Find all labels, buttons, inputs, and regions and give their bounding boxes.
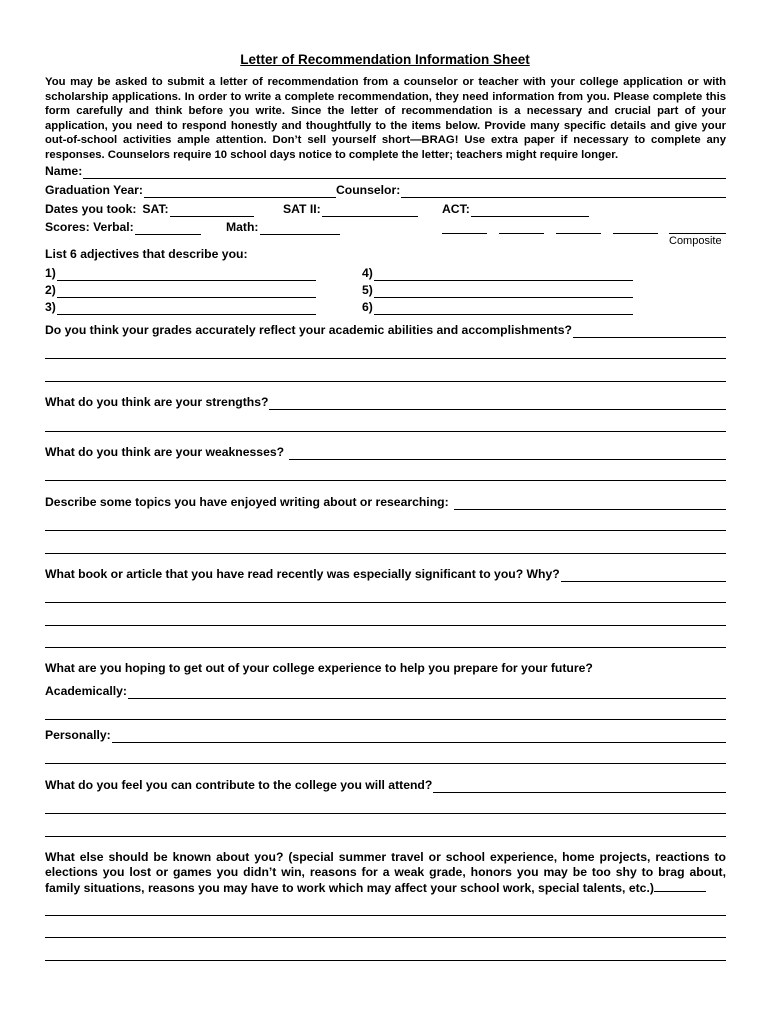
adjective-item: 1) <box>45 266 316 281</box>
book-question: What book or article that you have read recently was especially significant to you? Why? <box>45 567 726 582</box>
math-group <box>226 220 340 235</box>
adjective-field-4[interactable] <box>374 269 633 281</box>
answer-line[interactable] <box>45 647 726 648</box>
verbal-field[interactable] <box>135 223 201 235</box>
answer-line[interactable] <box>45 915 726 916</box>
name-field[interactable] <box>83 167 726 179</box>
adjective-item: 2) <box>45 283 316 298</box>
answer-line[interactable] <box>45 763 726 764</box>
sat-label: SAT: <box>142 202 169 216</box>
adjective-field-3[interactable] <box>57 303 316 315</box>
topics-question: Describe some topics you have enjoyed writing about or researching: <box>45 495 726 510</box>
act-label: ACT: <box>442 202 470 216</box>
answer-line[interactable] <box>45 431 726 432</box>
contribute-question: What do you feel you can contribute to the college you will attend? <box>45 778 726 793</box>
adjective-field-1[interactable] <box>57 269 316 281</box>
answer-line[interactable] <box>45 602 726 603</box>
adjective-field-5[interactable] <box>374 286 633 298</box>
book-answer-field[interactable] <box>561 570 726 582</box>
sat2-group <box>283 202 418 217</box>
score-field-2[interactable] <box>499 233 544 234</box>
strengths-answer-field[interactable] <box>269 398 726 410</box>
math-label: Math: <box>226 220 259 234</box>
dates-row <box>45 202 254 217</box>
adjective-item: 5) <box>362 283 633 298</box>
adjective-field-2[interactable] <box>57 286 316 298</box>
act-field[interactable] <box>471 205 589 217</box>
name-row <box>45 164 726 179</box>
academically-row <box>45 684 726 699</box>
adjective-item: 3) <box>45 300 316 315</box>
math-field[interactable] <box>260 223 340 235</box>
hoping-question: What are you hoping to get out of your college experience to help you prepare for your future? <box>45 661 593 675</box>
personally-label: Personally: <box>45 728 111 742</box>
answer-line[interactable] <box>45 530 726 531</box>
answer-line[interactable] <box>45 960 726 961</box>
contribute-answer-field[interactable] <box>433 781 726 793</box>
weaknesses-question: What do you think are your weaknesses? <box>45 445 726 460</box>
personally-answer-field[interactable] <box>112 731 726 743</box>
sat2-field[interactable] <box>322 205 418 217</box>
verbal-label: Scores: Verbal: <box>45 220 134 234</box>
graduation-row <box>45 183 726 198</box>
answer-line[interactable] <box>45 381 726 382</box>
name-label: Name: <box>45 164 83 178</box>
answer-line[interactable] <box>45 937 726 938</box>
else-question: What else should be known about you? (special summer travel or school experience, home projects, reactions to elections you lost or games you didn’t win, reasons for a weak grade, honors you may be too shy to brag about, family situations, reasons you may have to work which may affect your school work, special talents, etc.) <box>45 850 726 895</box>
page-title: Letter of Recommendation Information Sheet <box>240 52 530 67</box>
answer-line[interactable] <box>45 625 726 626</box>
grades-answer-field[interactable] <box>573 326 726 338</box>
composite-label: Composite <box>669 235 722 247</box>
grades-question: Do you think your grades accurately reflect your academic abilities and accomplishments? <box>45 323 726 338</box>
answer-line[interactable] <box>45 836 726 837</box>
adjective-field-6[interactable] <box>374 303 633 315</box>
answer-line[interactable] <box>45 719 726 720</box>
adjective-item: 6) <box>362 300 633 315</box>
topics-answer-field[interactable] <box>454 498 726 510</box>
counselor-label: Counselor: <box>335 183 401 197</box>
academically-label: Academically: <box>45 684 127 698</box>
intro-paragraph: You may be asked to submit a letter of recommendation from a counselor or teacher with your college application or with scholarship applications. In order to write a complete recommendation, they need information from you. Please complete this form carefully and think before you write. Since the letter of recommendation is a necessary and crucial part of your application, you need to respond honestly and thoughtfully to the items below. Provide many specific details and give your out-of-school activities ample attention. Don’t sell yourself short—BRAG! Use extra paper if necessary to complete any responses. Counselors require 10 school days notice to complete the letter; teachers might require longer. <box>45 76 726 161</box>
act-group <box>442 202 589 217</box>
counselor-field[interactable] <box>401 186 726 198</box>
adjectives-prompt: List 6 adjectives that describe you: <box>45 247 248 261</box>
score-field-1[interactable] <box>442 233 487 234</box>
strengths-question: What do you think are your strengths? <box>45 395 726 410</box>
academically-answer-field[interactable] <box>128 687 726 699</box>
else-answer-field[interactable] <box>654 880 706 892</box>
composite-field[interactable] <box>669 233 726 234</box>
answer-line[interactable] <box>45 480 726 481</box>
dates-label: Dates you took: <box>45 202 137 216</box>
personally-row <box>45 728 726 743</box>
score-field-4[interactable] <box>613 233 658 234</box>
answer-line[interactable] <box>45 553 726 554</box>
score-field-3[interactable] <box>556 233 601 234</box>
graduation-year-field[interactable] <box>144 186 336 198</box>
sat2-label: SAT II: <box>283 202 321 216</box>
answer-line[interactable] <box>45 358 726 359</box>
adjective-item: 4) <box>362 266 633 281</box>
sat-field[interactable] <box>170 205 254 217</box>
answer-line[interactable] <box>45 813 726 814</box>
scores-row <box>45 220 201 235</box>
weaknesses-answer-field[interactable] <box>289 448 726 460</box>
graduation-year-label: Graduation Year: <box>45 183 143 197</box>
